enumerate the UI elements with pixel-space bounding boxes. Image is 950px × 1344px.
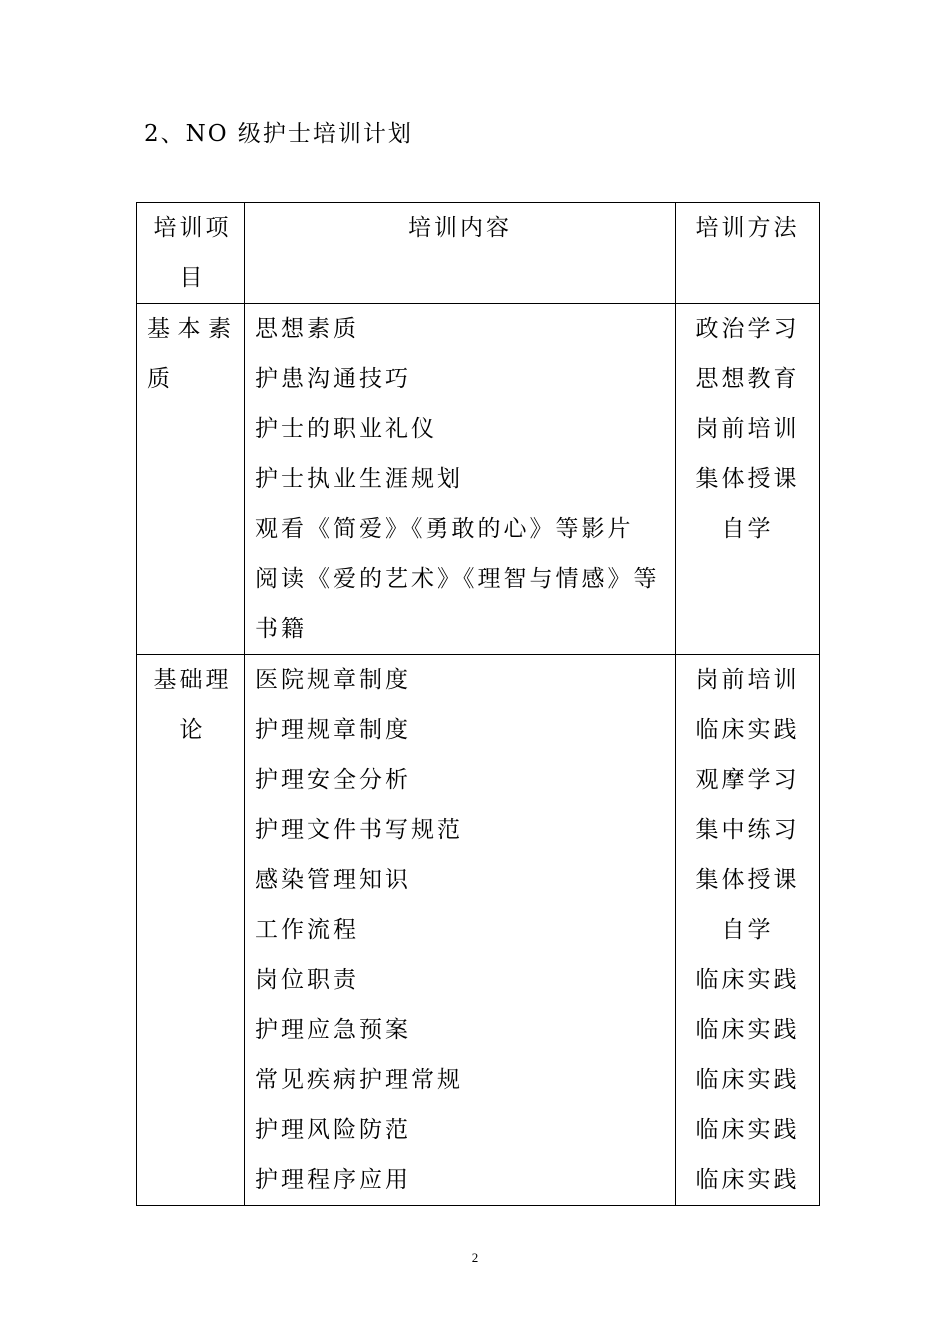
method-item: 临床实践 — [695, 1017, 800, 1043]
method-item: 集体授课 — [695, 466, 800, 492]
method-item: 临床实践 — [695, 1117, 800, 1143]
method-item: 临床实践 — [695, 717, 800, 743]
list-item: 观看《简爱》《勇敢的心》等影片 — [255, 516, 634, 542]
item-cell-basic-theory — [137, 655, 245, 1206]
method-item: 临床实践 — [695, 1167, 800, 1193]
list-item: 常见疾病护理常规 — [255, 1067, 463, 1093]
header-training-item — [137, 203, 245, 304]
header-training-content-label: 培训内容 — [408, 215, 512, 241]
table-row-basic-quality — [137, 304, 820, 655]
method-cell-basic-quality — [676, 304, 820, 655]
method-item: 临床实践 — [695, 967, 800, 993]
header-training-method — [676, 203, 820, 304]
page-number: 2 — [471, 1250, 479, 1265]
list-item: 思想素质 — [255, 316, 359, 342]
method-item: 自学 — [721, 516, 774, 542]
item-cell-basic-quality — [137, 304, 245, 655]
method-item: 集体授课 — [695, 867, 800, 893]
list-item: 护理程序应用 — [255, 1167, 411, 1193]
list-item: 感染管理知识 — [255, 867, 411, 893]
list-item: 医院规章制度 — [255, 667, 411, 693]
item-label-basic-quality-line2: 质 — [147, 366, 173, 392]
method-item: 观摩学习 — [695, 767, 800, 793]
list-item: 护理风险防范 — [255, 1117, 411, 1143]
content-cell-basic-quality — [245, 304, 676, 655]
item-label-basic-quality-line1: 基 本 素 — [147, 316, 234, 342]
item-label-basic-theory: 基础理论 — [153, 667, 232, 743]
list-item: 岗位职责 — [255, 967, 359, 993]
method-cell-basic-theory — [676, 655, 820, 1206]
method-item: 集中练习 — [695, 817, 800, 843]
header-training-method-label: 培训方法 — [695, 215, 800, 241]
method-item: 思想教育 — [695, 366, 800, 392]
section-heading: 2、NO 级护士培训计划 — [144, 121, 413, 147]
training-plan-table — [136, 202, 820, 1206]
list-item: 工作流程 — [255, 917, 359, 943]
method-item: 岗前培训 — [695, 416, 800, 442]
header-training-content — [245, 203, 676, 304]
method-item: 自学 — [721, 917, 774, 943]
list-item: 阅读《爱的艺术》《理智与情感》等书籍 — [255, 566, 660, 642]
method-item: 岗前培训 — [695, 667, 800, 693]
table-row-basic-theory — [137, 655, 820, 1206]
list-item: 护患沟通技巧 — [255, 366, 411, 392]
list-item: 护理应急预案 — [255, 1017, 411, 1043]
list-item: 护士的职业礼仪 — [255, 416, 437, 442]
list-item: 护理文件书写规范 — [255, 817, 463, 843]
table-header-row — [137, 203, 820, 304]
list-item: 护理安全分析 — [255, 767, 411, 793]
method-item: 临床实践 — [695, 1067, 800, 1093]
method-item: 政治学习 — [695, 316, 800, 342]
list-item: 护士执业生涯规划 — [255, 466, 463, 492]
content-cell-basic-theory — [245, 655, 676, 1206]
list-item: 护理规章制度 — [255, 717, 411, 743]
header-training-item-label: 培训项目 — [153, 215, 232, 291]
